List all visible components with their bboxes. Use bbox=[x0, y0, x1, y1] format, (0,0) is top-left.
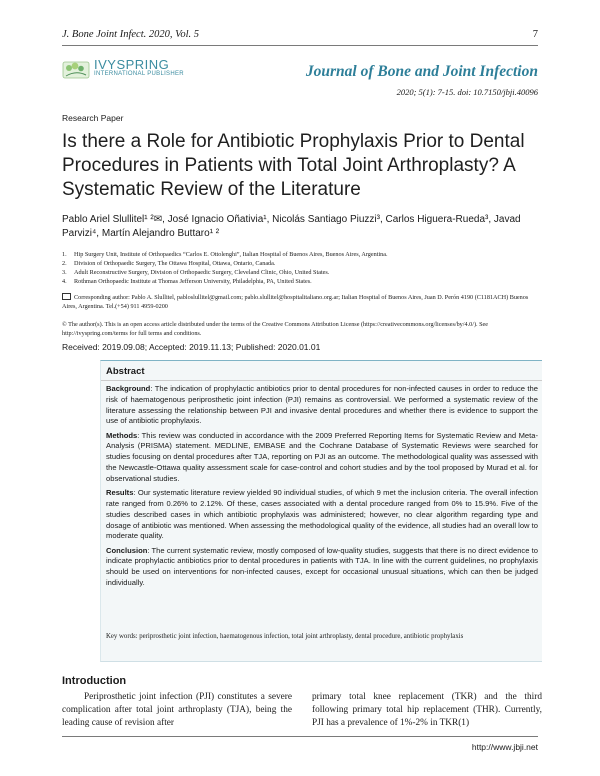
envelope-icon bbox=[62, 293, 71, 300]
affiliation-item: 3. Adult Reconstructive Surgery, Division of Orthopaedic Surgery, Cleveland Clinic, Ohio, United States. bbox=[62, 269, 330, 276]
journal-issue: J. Bone Joint Infect. 2020, Vol. 5 bbox=[62, 29, 200, 40]
affiliation-item: 1. Hip Surgery Unit, Institute of Orthopaedics “Carlos E. Ottolenghi”, Italian Hospital of Buenos Aires, Buenos Aires, Argentina. bbox=[62, 251, 388, 258]
affiliation-item: 4. Rothman Orthopaedic Institute at Thomas Jefferson University, Philadelphia, PA, United States. bbox=[62, 278, 312, 285]
publisher-logo bbox=[62, 56, 202, 82]
abstract-body bbox=[106, 384, 538, 592]
introduction-heading: Introduction bbox=[62, 675, 127, 687]
abstract-divider bbox=[101, 380, 542, 381]
abstract-methods: Methods: This review was conducted in accordance with the 2009 Preferred Reporting Items for Systematic Review and Meta-Analysis (PRISMA) statement. MEDLINE, EMBASE and the Cochrane Database of Systematic Reviews were searched for studies focusing on dental procedures after TJA, reporting on PJI as an outcome. The methodological quality was assessed with the Newcastle-Ottawa quality assessment scale for case-control and cohort studies and by the tool proposed by Murad et al. for observational studies. bbox=[106, 430, 538, 483]
introduction-left-column: Periprosthetic joint infection (PJI) constitutes a severe complication after total joint arthroplasty (TJA), being the leading cause of revision after bbox=[62, 692, 292, 728]
paper-type: Research Paper bbox=[62, 113, 124, 123]
corresponding-author bbox=[62, 293, 542, 311]
publication-dates: Received: 2019.09.08; Accepted: 2019.11.13; Published: 2020.01.01 bbox=[62, 342, 321, 352]
keywords: Key words: periprosthetic joint infection, haematogenous infection, total joint arthroplasty, dental procedure, antibiotic prophylaxis bbox=[106, 633, 464, 640]
page-number: 7 bbox=[532, 29, 538, 40]
article-title: Is there a Role for Antibiotic Prophylaxis Prior to Dental Procedures in Patients with Total Joint Arthroplasty? A Systematic Review of the Literature bbox=[62, 131, 525, 200]
abstract-results: Results: Our systematic literature review yielded 90 individual studies, of which 9 met the inclusion criteria. The overall infection rate ranged from 0.26% to 2.12%. Of these, cases associated with a dental procedure ranged from 0% to 15.9%. Five of the studies described cases in which antibiotic prophylaxis was administered; however, no clear algorithm regarding type and dosage of antibiotic was mentioned. When assessing the methodological quality of the evidence, all studies had an overall low to moderate quality. bbox=[106, 488, 538, 541]
affiliation-item: 2. Division of Orthopaedic Surgery, The Ottawa Hospital, Ottawa, Ontario, Canada. bbox=[62, 260, 276, 267]
abstract-box bbox=[100, 360, 542, 662]
running-header bbox=[62, 29, 538, 43]
footer-rule bbox=[62, 736, 538, 737]
citation: 2020; 5(1): 7-15. doi: 10.7150/jbji.40096 bbox=[396, 87, 538, 97]
header-rule bbox=[62, 45, 538, 46]
author-list: Pablo Ariel Slullitel¹ ²✉, José Ignacio Oñativia¹, Nicolás Santiago Piuzzi³, Carlos Higuera-Rueda³, Javad Parvizi⁴, Martín Alejandro Buttaro¹ ² bbox=[62, 214, 521, 239]
ivyspring-leaf-icon bbox=[62, 56, 90, 82]
introduction-right-column: primary total knee replacement (TKR) and the third following primary total hip replacement (THR). Currently, PJI has a prevalence of 1%-2% in TKR(1) bbox=[312, 692, 542, 728]
abstract-background: Background: The indication of prophylactic antibiotics prior to dental procedures for non-infected causes in order to reduce the risk of haematogenous periprosthetic joint infection (PJI) remains as controversial. We performed a systematic review of the literature assessing the relationship between PJI and invasive dental procedures and whether there is evidence to support the use of antibiotic prophylaxis. bbox=[106, 384, 538, 426]
publisher-name: IVYSPRING bbox=[94, 57, 170, 72]
publisher-subtitle: INTERNATIONAL PUBLISHER bbox=[94, 71, 184, 77]
footer-url[interactable]: http://www.jbji.net bbox=[471, 742, 538, 752]
journal-title: Journal of Bone and Joint Infection bbox=[305, 63, 538, 80]
abstract-heading: Abstract bbox=[106, 366, 145, 377]
affiliations bbox=[62, 250, 538, 286]
copyright-notice: © The author(s). This is an open access article distributed under the terms of the Creative Commons Attribution License (https://creativecommons.org/licenses/by/4.0/). See http://ivyspring.com/terms for full terms and conditions. bbox=[62, 321, 489, 337]
abstract-conclusion: Conclusion: The current systematic review, mostly composed of low-quality studies, suggests that there is no direct evidence to indicate prophylactic antibiotics prior to dental procedures in patients with TJA. In line with the current guidelines, no prophylaxis should be used on interventions for non-infected causes, except for occasional unusual situations, which can then be judged individually. bbox=[106, 545, 538, 588]
corresponding-text: Corresponding author: Pablo A. Slullitel, pabloslullitel@gmail.com; pablo.slullitel@hospitalitaliano.org.ar; Italian Hospital of Buenos Aires, Juan D. Perón 4190 (C1181ACH) Buenos Aires, Argentina. Tel.(+54) 911 4959-0200 bbox=[62, 294, 529, 310]
